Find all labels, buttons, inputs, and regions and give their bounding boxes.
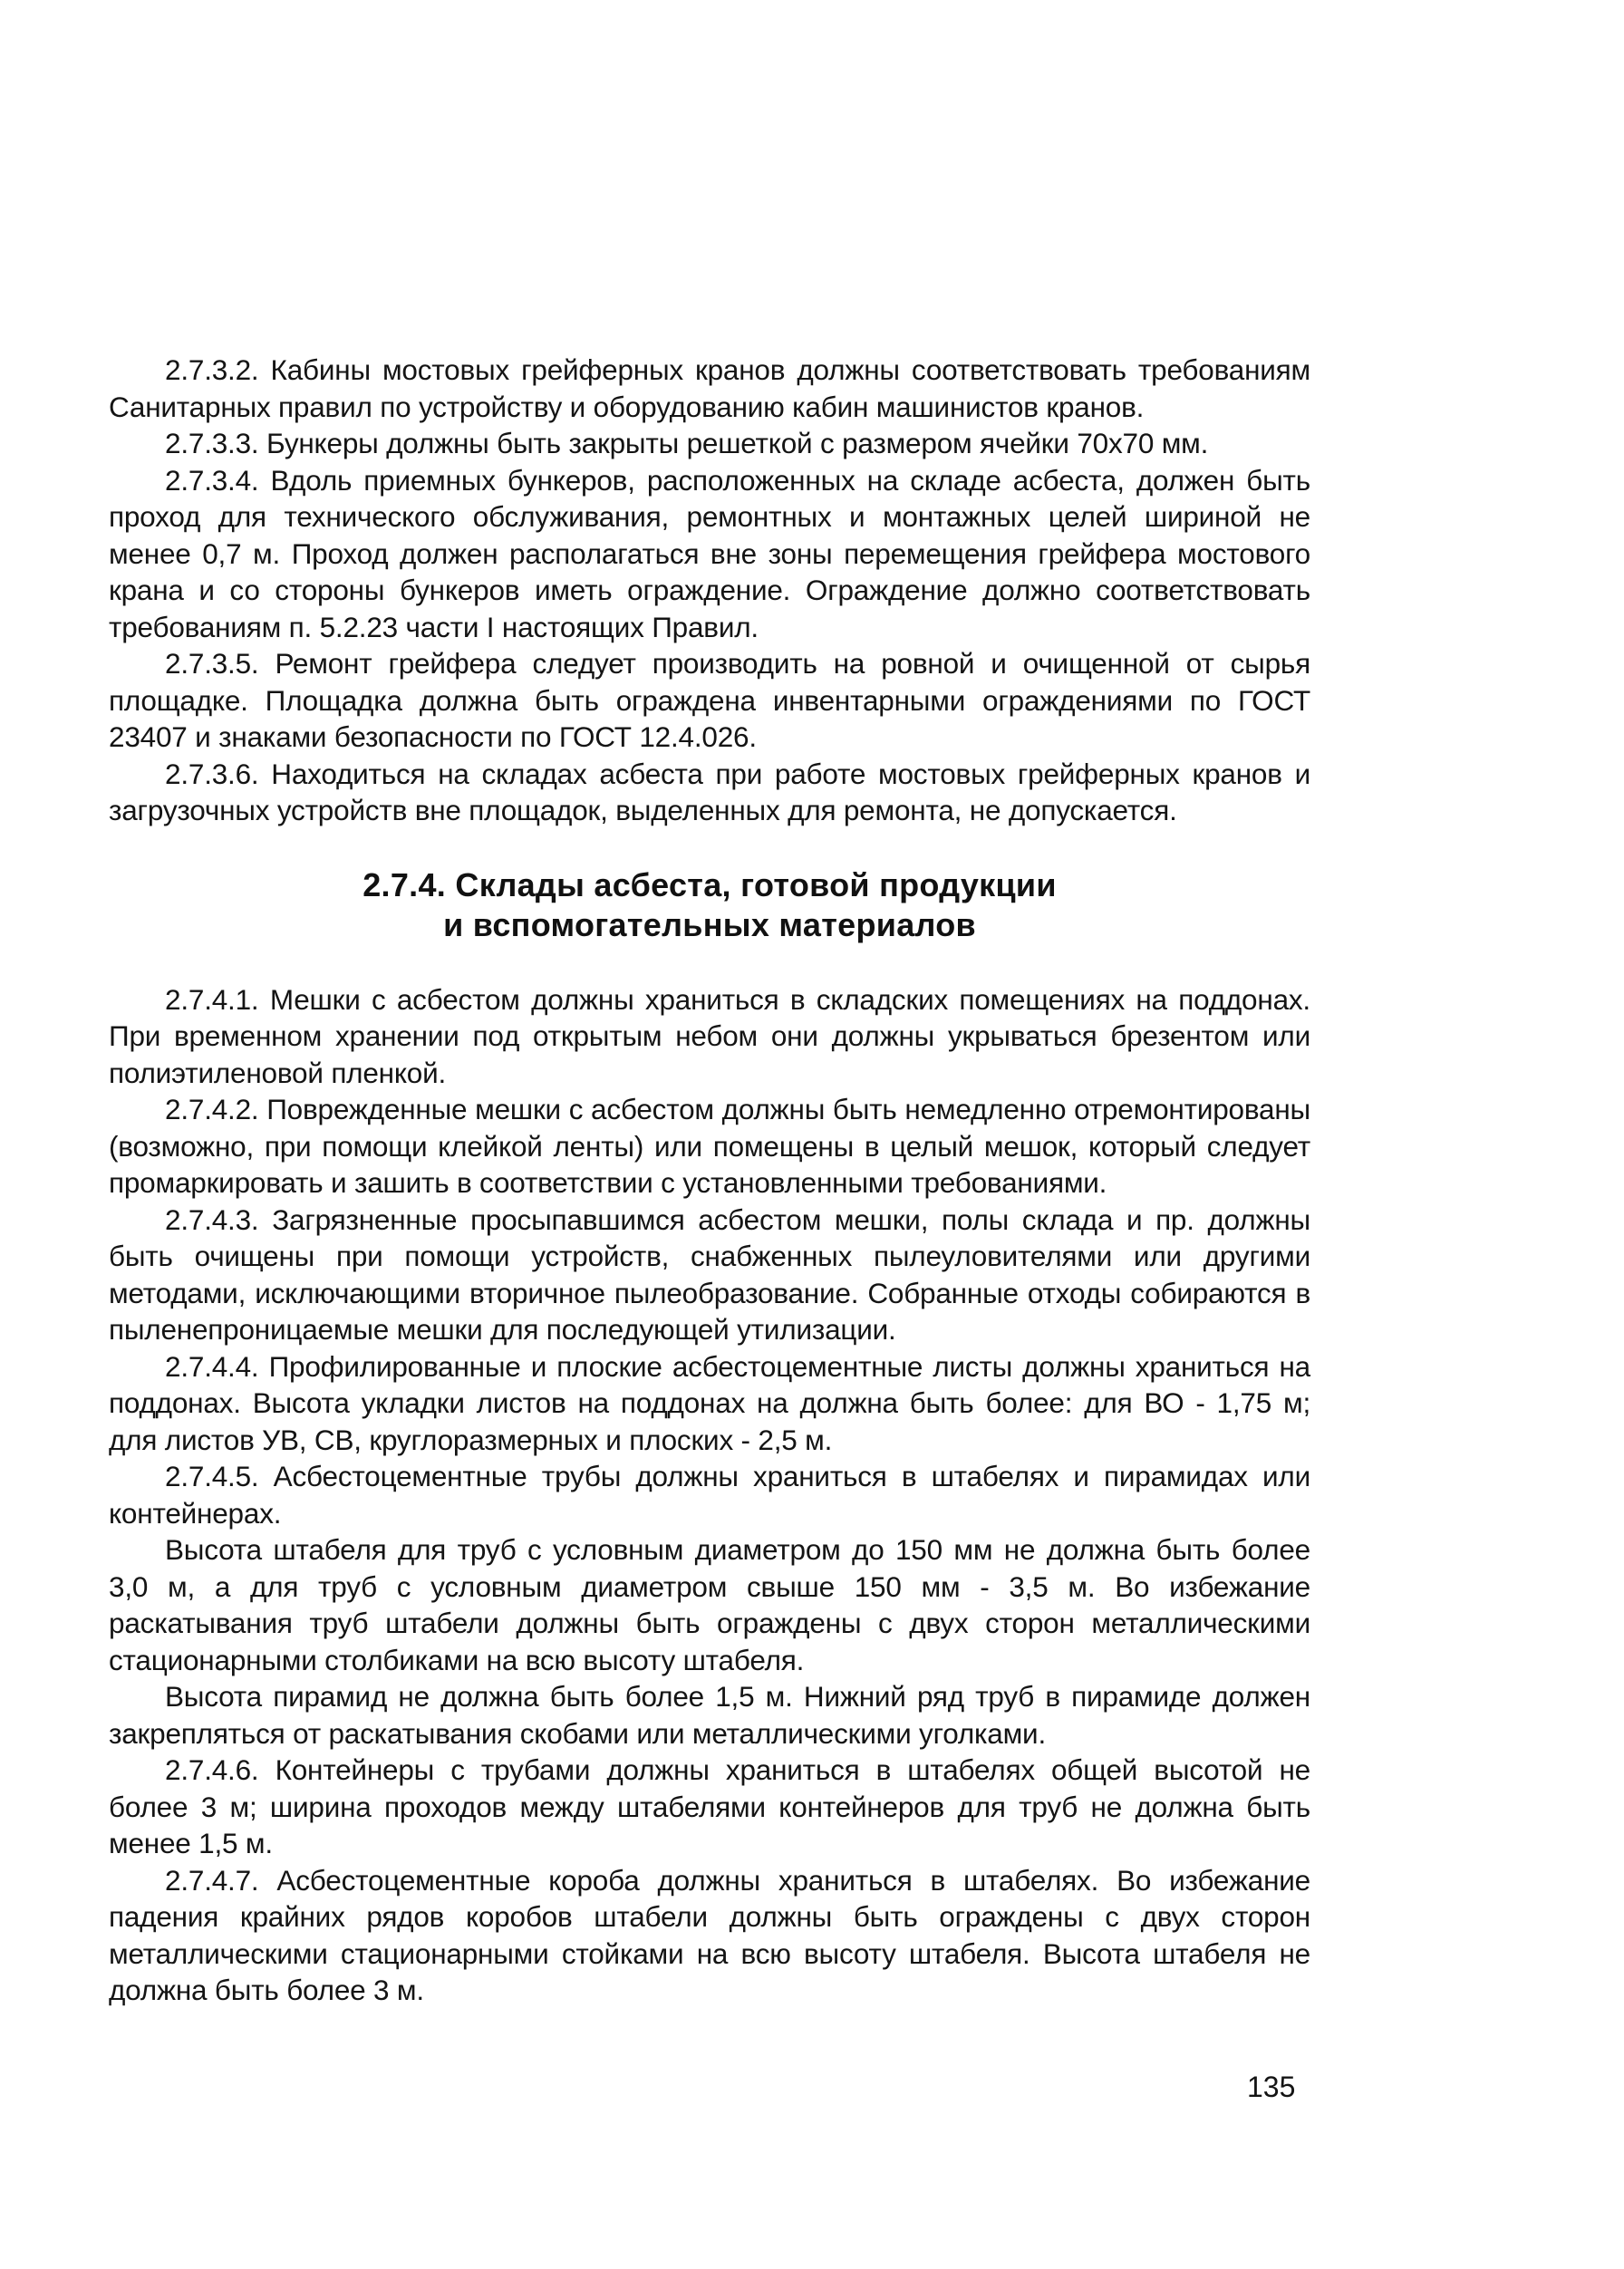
paragraph-stack-height: Высота штабеля для труб с условным диаметром до 150 мм не должна быть более 3,0 м, а для труб с условным диаметром свыше 150 мм - 3,5 м. Во избежание раскатывания труб штабели должны быть ограждены с двух сторон металлическими стационарными столбиками на всю высоту штабеля. [109, 1533, 1310, 1676]
paragraph-2-7-4-7: 2.7.4.7. Асбестоцементные короба должны храниться в штабелях. Во избежание падения крайних рядов коробов штабели должны быть ограждены с двух сторон металлическими стационарными стойками на всю высоту штабеля. Высота штабеля не должна быть более 3 м. [109, 1863, 1310, 2006]
paragraph-2-7-3-4: 2.7.3.4. Вдоль приемных бункеров, расположенных на складе асбеста, должен быть проход для технического обслуживания, ремонтных и монтажных целей шириной не менее 0,7 м. Проход должен располагаться вне зоны перемещения грейфера мостового крана и со стороны бункеров иметь ограждение. Ограждение должно соответствовать требованиям п. 5.2.23 части I настоящих Правил. [109, 463, 1310, 643]
section-heading-line-2: и вспомогательных материалов [443, 905, 976, 943]
paragraph-2-7-3-2: 2.7.3.2. Кабины мостовых грейферных кранов должны соответствовать требованиям Санитарных правил по устройству и оборудованию кабин машинистов кранов. [109, 353, 1310, 423]
section-heading [109, 865, 1310, 945]
paragraph-2-7-3-3: 2.7.3.3. Бункеры должны быть закрыты решеткой с размером ячейки 70х70 мм. [165, 427, 1209, 459]
section-heading-line-1: 2.7.4. Склады асбеста, готовой продукции [362, 865, 1057, 903]
paragraph-2-7-4-5: 2.7.4.5. Асбестоцементные трубы должны храниться в штабелях и пирамидах или контейнерах. [109, 1460, 1310, 1530]
document-page [109, 352, 1310, 2009]
page-number: 135 [1247, 2071, 1296, 2103]
paragraph-2-7-4-1: 2.7.4.1. Мешки с асбестом должны храниться в складских помещениях на поддонах. При временном хранении под открытым небом они должны укрываться брезентом или полиэтиленовой пленкой. [109, 982, 1310, 1089]
paragraph-pyramid-height: Высота пирамид не должна быть более 1,5 м. Нижний ряд труб в пирамиде должен закрепляться от раскатывания скобами или металлическими уголками. [109, 1680, 1310, 1750]
paragraph-2-7-4-4: 2.7.4.4. Профилированные и плоские асбестоцементные листы должны храниться на поддонах. Высота укладки листов на поддонах на должна быть более: для ВО - 1,75 м; для листов УВ, СВ, круглоразмерных и плоских - 2,5 м. [109, 1349, 1310, 1456]
paragraph-2-7-3-5: 2.7.3.5. Ремонт грейфера следует производить на ровной и очищенной от сырья площадке. Площадка должна быть ограждена инвентарными ограждениями по ГОСТ 23407 и знаками безопасности по ГОСТ 12.4.026. [109, 647, 1310, 753]
paragraph-2-7-4-2: 2.7.4.2. Поврежденные мешки с асбестом должны быть немедленно отремонтированы (возможно, при помощи клейкой ленты) или помещены в целый мешок, который следует промаркировать и зашить в соответствии с установленными требованиями. [109, 1093, 1310, 1199]
paragraph-2-7-3-6: 2.7.3.6. Находиться на складах асбеста при работе мостовых грейферных кранов и загрузочных устройств вне площадок, выделенных для ремонта, не допускается. [109, 757, 1310, 826]
paragraph-2-7-4-3: 2.7.4.3. Загрязненные просыпавшимся асбестом мешки, полы склада и пр. должны быть очищены при помощи устройств, снабженных пылеуловителями или другими методами, исключающими вторичное пылеобразование. Собранные отходы собираются в пыленепроницаемые мешки для последующей утилизации. [109, 1202, 1310, 1346]
paragraph-2-7-4-6: 2.7.4.6. Контейнеры с трубами должны храниться в штабелях общей высотой не более 3 м; ширина проходов между штабелями контейнеров для труб не должна быть менее 1,5 м. [109, 1753, 1310, 1859]
